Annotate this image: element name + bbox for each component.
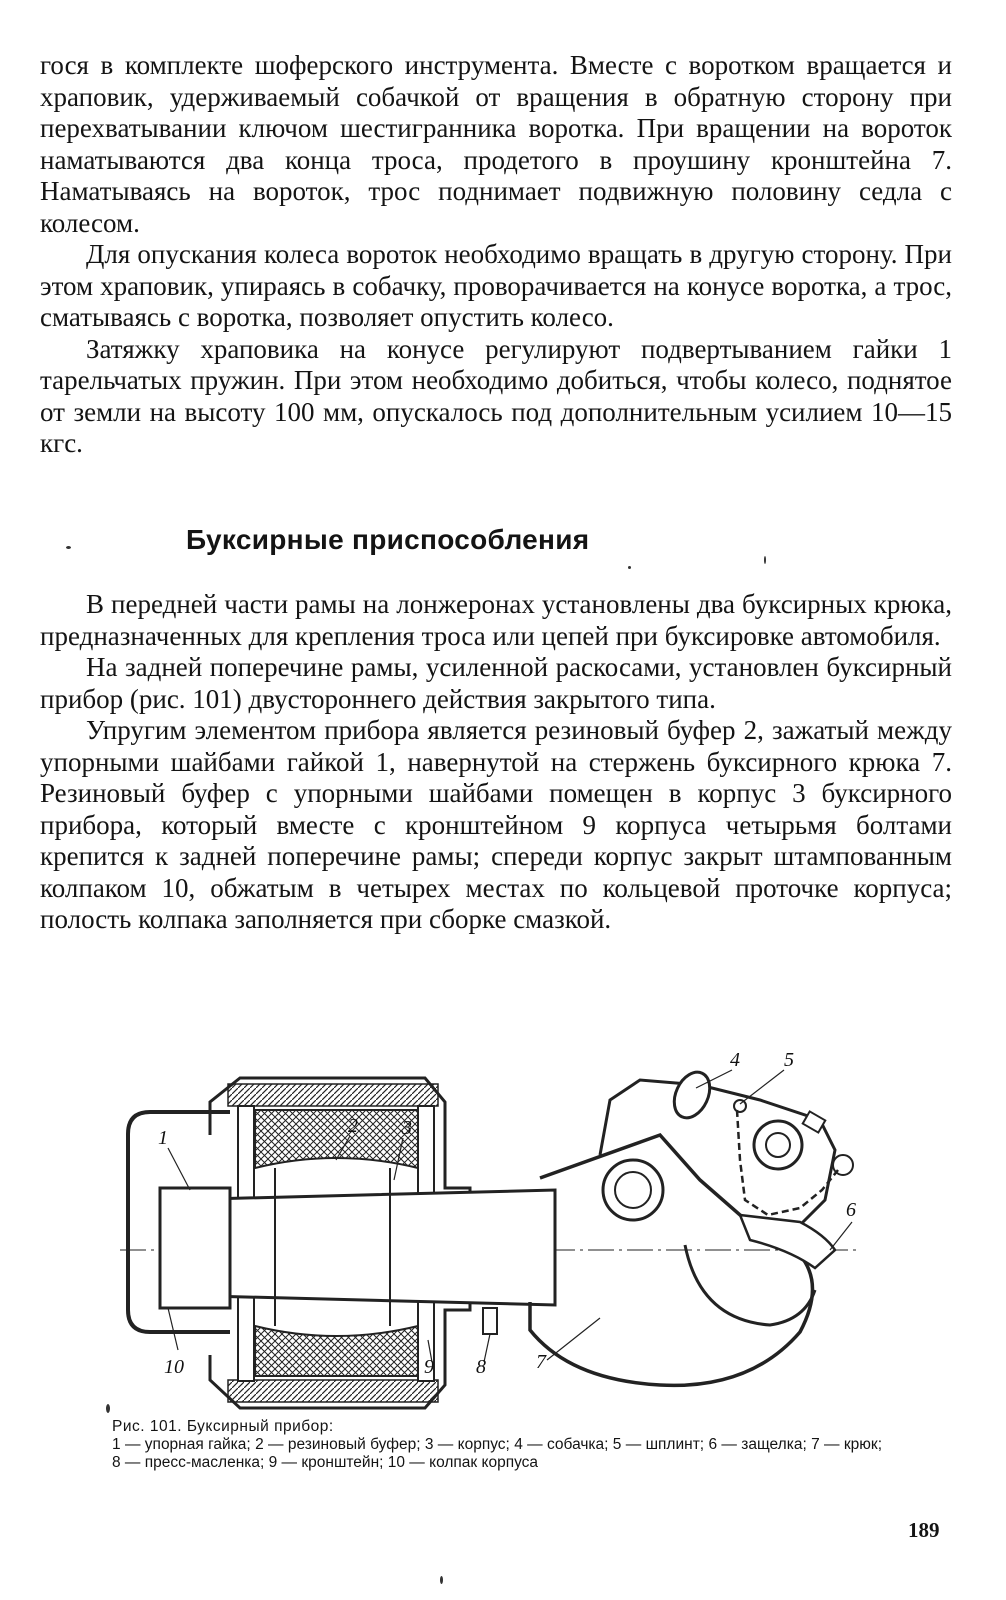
hook-body xyxy=(530,1135,813,1385)
scan-speck xyxy=(440,1576,443,1584)
callout-2: 2 xyxy=(348,1115,358,1137)
pawl xyxy=(667,1066,716,1123)
towing-device-figure xyxy=(100,1040,870,1410)
figure-caption xyxy=(112,1418,882,1472)
text-block-top xyxy=(40,50,952,460)
callout-5: 5 xyxy=(784,1049,794,1071)
caption-title: Рис. 101. Буксирный прибор: xyxy=(112,1418,334,1435)
scan-speck xyxy=(628,566,631,569)
rubber-buffer-bottom xyxy=(255,1326,418,1376)
latch xyxy=(740,1215,835,1268)
section-heading: Буксирные приспособления xyxy=(186,524,590,555)
housing-wall-top xyxy=(228,1084,438,1106)
scan-speck xyxy=(66,546,71,549)
page-number: 189 xyxy=(908,1518,940,1542)
paragraph-rear-device: На задней поперечине рамы, усиленной раскосами, установлен буксирный прибор (рис. 101) двустороннего действия закрытого типа. xyxy=(40,652,952,714)
paragraph-front-hooks: В передней части рамы на лонжеронах установлены два буксирных крюка, предназначенных для крепления троса или цепей при буксировке автомобиля. xyxy=(40,589,952,651)
callout-1: 1 xyxy=(158,1127,168,1149)
callout-7: 7 xyxy=(536,1351,546,1373)
callout-4: 4 xyxy=(730,1049,740,1071)
housing-wall-bottom xyxy=(228,1380,438,1402)
pivot-pin xyxy=(603,1160,663,1220)
callout-3: 3 xyxy=(402,1117,412,1139)
caption-legend: 1 — упорная гайка; 2 — резиновый буфер; 3 — корпус; 4 — собачка; 5 — шплинт; 6 — защелка; 7 — крюк; 8 — пресс-масленка; 9 — кронштейн; 10 — колпак корпуса xyxy=(112,1436,882,1471)
paragraph-lowering-wheel: Для опускания колеса вороток необходимо вращать в другую сторону. При этом храповик, упираясь в собачку, проворачивается на конусе воротка, а трос, сматываясь с воротка, позволяет опустить колесо. xyxy=(40,239,952,332)
callout-6: 6 xyxy=(846,1199,856,1221)
paragraph-continuation: гося в комплекте шоферского инструмента. Вместе с воротком вращается и храповик, удерживаемый собачкой от вращения в обратную сторону при перехватывании ключом шестигранника воротка. При вращении на вороток наматываются два конца троса, продетого в проушину кронштейна 7. Наматываясь на вороток, трос поднимает подвижную половину седла с колесом. xyxy=(40,50,952,238)
stop-nut xyxy=(160,1188,230,1308)
paragraph-elastic-element: Упругим элементом прибора является резиновый буфер 2, зажатый между упорными шайбами гайкой 1, навернутой на стержень буксирного крюка 7. Резиновый буфер с упорными шайбами помещен в корпус 3 буксирного прибора, который вместе с кронштейном 9 корпуса четырьмя болтами крепится к задней поперечине рамы; спереди корпус закрыт штампованным колпаком 10, обжатым в четырех местах по кольцевой проточке корпуса; полость колпака заполняется при сборке смазкой. xyxy=(40,715,952,934)
paragraph-ratchet-adjustment: Затяжку храповика на конусе регулируют подвертыванием гайки 1 тарельчатых пружин. При этом необходимо добиться, чтобы колесо, поднятое от земли на высоту 100 мм, опускалось под дополнительным усилием 10—15 кгс. xyxy=(40,333,952,458)
callout-9: 9 xyxy=(424,1356,434,1378)
towing-device-drawing xyxy=(100,1040,870,1410)
callout-8: 8 xyxy=(476,1356,486,1378)
callout-10: 10 xyxy=(164,1356,184,1378)
text-block-towing xyxy=(40,589,952,936)
grease-fitting xyxy=(483,1308,497,1334)
scan-speck xyxy=(106,1404,110,1413)
scan-speck xyxy=(764,556,766,564)
latch-pivot xyxy=(754,1121,802,1169)
